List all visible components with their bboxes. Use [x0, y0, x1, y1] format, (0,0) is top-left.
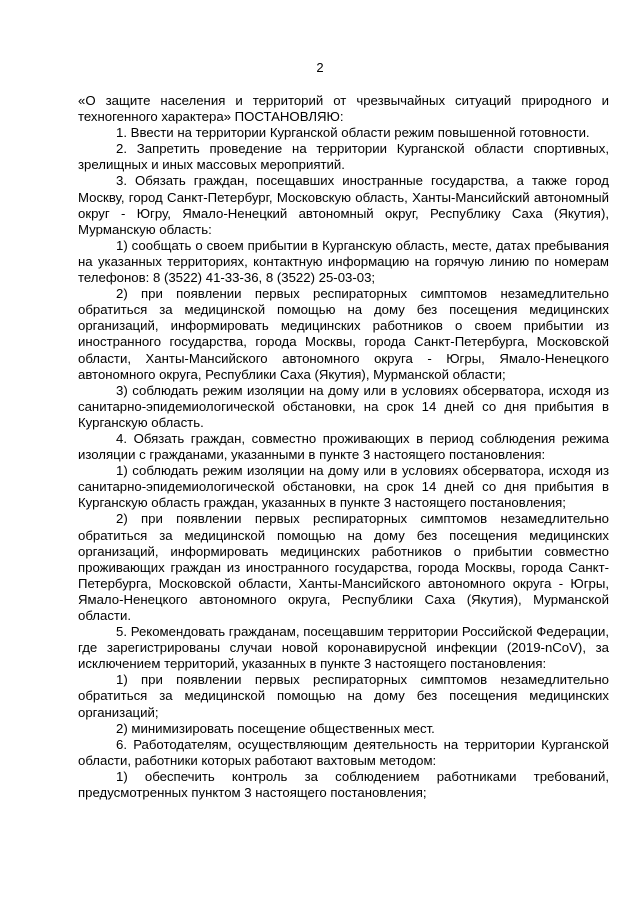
paragraph: 2) при появлении первых респираторных симптомов незамедлительно обратиться за медицинской помощью на дому без посещения медицинских организаций, информировать медицинских работников о прибытии совместно проживающих граждан из иностранного государства, города Москвы, города Санкт-Петербурга, Московской области, Ханты-Мансийского автономного округа - Югры, Ямало-Ненецкого автономного округа, Республики Саха (Якутия), Мурманской области. — [78, 511, 609, 623]
paragraph: 2. Запретить проведение на территории Курганской области спортивных, зрелищных и иных массовых мероприятий. — [78, 141, 609, 173]
paragraph: 1) соблюдать режим изоляции на дому или в условиях обсерватора, исходя из санитарно-эпидемиологической обстановки, на срок 14 дней со дня прибытия в Курганскую область граждан, указанных в пункте 3 настоящего постановления; — [78, 463, 609, 511]
paragraph: 1. Ввести на территории Курганской области режим повышенной готовности. — [116, 125, 590, 141]
paragraph: 2) при появлении первых респираторных симптомов незамедлительно обратиться за медицинской помощью на дому без посещения медицинских организаций, информировать медицинских работников о своем прибытии из иностранного государства, города Москвы, города Санкт-Петербурга, Московской области, Ханты-Мансийского автономного округа - Югры, Ямало-Ненецкого автономного округа, Республики Саха (Якутия), Мурманской области; — [78, 286, 609, 382]
paragraph: 3) соблюдать режим изоляции на дому или в условиях обсерватора, исходя из санитарно-эпидемиологической обстановки, на срок 14 дней со дня прибытия в Курганскую область. — [78, 382, 609, 430]
paragraph: 3. Обязать граждан, посещавших иностранные государства, а также город Москву, город Санкт-Петербург, Московскую область, Ханты-Мансийский автономный округ - Югру, Ямало-Ненецкий автономный округ, Республику Саха (Якутия), Мурманскую область: — [78, 173, 609, 237]
paragraph: 6. Работодателям, осуществляющим деятельность на территории Курганской области, работники которых работают вахтовым методом: — [78, 736, 609, 768]
paragraph: 2) минимизировать посещение общественных мест. — [116, 720, 435, 736]
paragraph: 1) при появлении первых респираторных симптомов незамедлительно обратиться за медицинской помощью на дому без посещения медицинских организаций; — [78, 672, 609, 720]
page-number: 2 — [316, 60, 324, 75]
paragraph: 5. Рекомендовать гражданам, посещавшим территории Российской Федерации, где зарегистрированы случаи новой коронавирусной инфекции (2019-nCoV), за исключением территорий, указанных в пункте 3 настоящего постановления: — [78, 624, 609, 672]
paragraph: «О защите населения и территорий от чрезвычайных ситуаций природного и техногенного характера» ПОСТАНОВЛЯЮ: — [78, 93, 609, 125]
paragraph: 1) обеспечить контроль за соблюдением работниками требований, предусмотренных пунктом 3 настоящего постановления; — [78, 768, 609, 801]
document-body — [78, 93, 609, 801]
paragraph: 4. Обязать граждан, совместно проживающих в период соблюдения режима изоляции с гражданами, указанными в пункте 3 настоящего постановления: — [78, 430, 609, 463]
paragraph: 1) сообщать о своем прибытии в Курганскую область, месте, датах пребывания на указанных территориях, контактную информацию на горячую линию по номерам телефонов: 8 (3522) 41-33-36, 8 (3522) 25-03-03; — [78, 237, 609, 286]
